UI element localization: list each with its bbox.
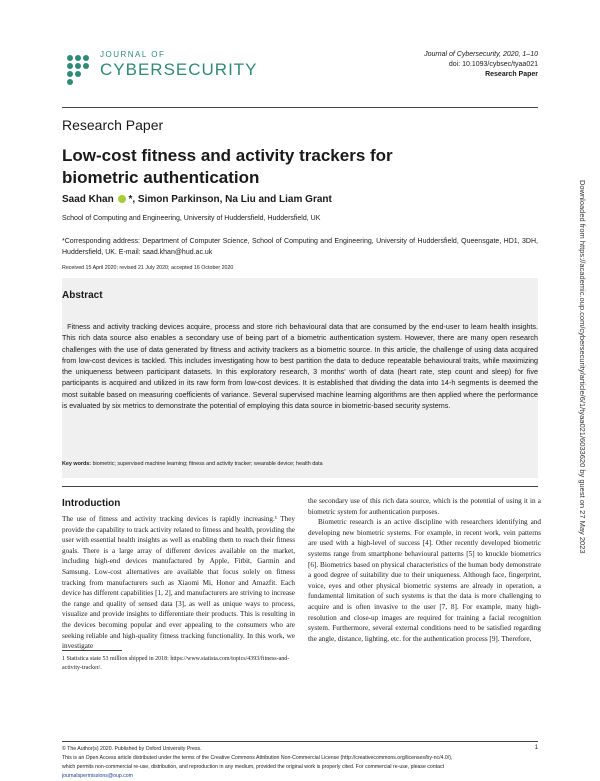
intro-paragraph: Biometric research is an active discipline with researchers identifying and developing new biometric systems. For example, in recent work, vein patterns are used with a high-level of success [4]. Other recently developed biometric systems range from smartphone behavioural patterns [5] to knuckle biometrics [6]. Biometrics based on physical characteristics of the human body demonstrate a good degree of suitability due to their uniqueness. Although face, fingerprint, voice, eyes and other physical biometric systems are already in operation, a fundamental limitation of such systems is that the data is more challenging to acquire and is often invasive to the user [7, 8]. For example, many high-resolution and close-up images are required for training a facial recognition system. Furthermore, several external conditions need to be satisfied regarding the angle, distance, lighting, etc. for the authentication process [9]. Therefore,	[308, 518, 541, 643]
intro-paragraph: the secondary use of this rich data source, which is the potential of using it in a biometric system for authentication purposes.	[308, 497, 541, 516]
section-label: Research Paper	[62, 117, 164, 133]
license-footer	[62, 745, 538, 781]
license-line: This is an Open Access article distributed under the terms of the Creative Commons Attribution Non-Commercial License (http://creativecommons.org/licenses/by-nc/4.0/),	[62, 755, 453, 761]
abstract-text	[62, 321, 538, 411]
keywords	[62, 461, 323, 467]
abstract-body: Fitness and activity tracking devices acquire, process and store rich behavioural data that are consumed by the end-user to learn health insights. This rich data source also enables a secondary use of being part of a biometric authentication system. However, there are many open research challenges with the use of data generated by fitness and activity trackers as a biometric source. In this article, the challenge of using data acquired from low-cost devices is tackled. This includes investigating how to best partition the data to deduce repeatable behavioural traits, while maximizing the uniqueness between participant datasets. In this exploratory research, 3 months' worth of data (heart rate, step count and sleep) for five participants is acquired and utilized in its raw form from low-cost devices. It is established that dividing the data into 14-h segments is deemed the most suitable based on measuring coefficients of variance. Several supervised machine learning algorithms are then applied where the performance is evaluated by six metrics to demonstrate the potential of employing this data source in biometric-based security systems.	[62, 322, 539, 411]
first-author: Saad Khan	[62, 194, 114, 205]
doi[interactable]: doi: 10.1093/cybsec/tyaa021	[448, 61, 538, 68]
intro-paragraph: The use of fitness and activity tracking devices is rapidly increasing.¹ They provide the capability to track activity related to fitness and health, providing the user with essential health insights as well as enabling them to reach their fitness goals. There is a large array of different devices available on the market, including high-end devices manufactured by Apple, Fitbit, Garmin and Samsung. Low-cost alternatives are available that focus solely on fitness tracking from manufacturers such as Xiaomi Mi, Honor and Amazfit. Each device has different capabilities [1, 2], and manufacturers are striving to increase the range and quality of sensed data [3], as well as unique ways to process, visualize and provide insights to differentiate their products. This is resulting in the devices becoming popular and ever appealing to the consumers who are seeking reliable and high-quality fitness tracking functionality. In this work, we investigate	[62, 515, 295, 651]
header-rule	[62, 107, 538, 108]
download-watermark: Downloaded from https://academic.oup.com/cybersecurity/article/6/1/tyaa021/6033620 by guest on 27 May 2023	[578, 180, 587, 554]
journal-reference: Journal of Cybersecurity, 2020, 1–10	[424, 51, 538, 58]
abstract-heading: Abstract	[62, 290, 103, 301]
other-authors: *, Simon Parkinson, Na Liu and Liam Grant	[128, 194, 332, 205]
logo-small-text: JOURNAL OF	[100, 50, 166, 59]
keywords-label: Key words:	[62, 461, 92, 467]
intro-left-column	[62, 514, 295, 652]
affiliation: School of Computing and Engineering, University of Huddersfield, Huddersfield, UK	[62, 215, 321, 222]
footnote: 1 Statistica state 53 million shipped in 2018: https://www.statista.com/topics/4393/fitness-and-activity-tracker/.	[62, 656, 290, 671]
article-type: Research Paper	[485, 71, 538, 78]
paper-title: Low-cost fitness and activity trackers for biometric authentication	[62, 146, 393, 187]
received-dates: Received 15 April 2020; revised 21 July 2020; accepted 16 October 2020	[62, 265, 234, 271]
page-number: 1	[534, 745, 538, 751]
copyright-line: © The Author(s) 2020. Published by Oxford University Press.	[62, 746, 202, 752]
intro-right-column	[308, 496, 541, 644]
intro-heading: Introduction	[62, 498, 121, 509]
author-list	[62, 194, 332, 205]
permissions-email[interactable]: journalspermissions@oup.com	[62, 773, 134, 779]
logo-big-text: CYBERSECURITY	[100, 60, 258, 79]
license-line: which permits non-commercial re-use, distribution, and reproduction in any medium, provided the original work is properly cited. For commercial re-use, please contact	[62, 764, 445, 770]
orcid-icon[interactable]	[118, 195, 126, 203]
corresponding-address: *Corresponding address: Department of Computer Science, School of Computing and Engineering, University of Huddersfield, Queensgate, HD1, 3DH, Huddersfield, UK. E-mail: saad.khan@hud.ac.uk	[62, 238, 538, 256]
footer-rule	[62, 741, 538, 742]
keywords-list: biometric; supervised machine learning; fitness and activity tracker; wearable device; health data	[92, 461, 323, 467]
footnote-rule	[62, 650, 122, 651]
abstract-rule	[62, 486, 538, 487]
header-meta	[424, 50, 538, 80]
